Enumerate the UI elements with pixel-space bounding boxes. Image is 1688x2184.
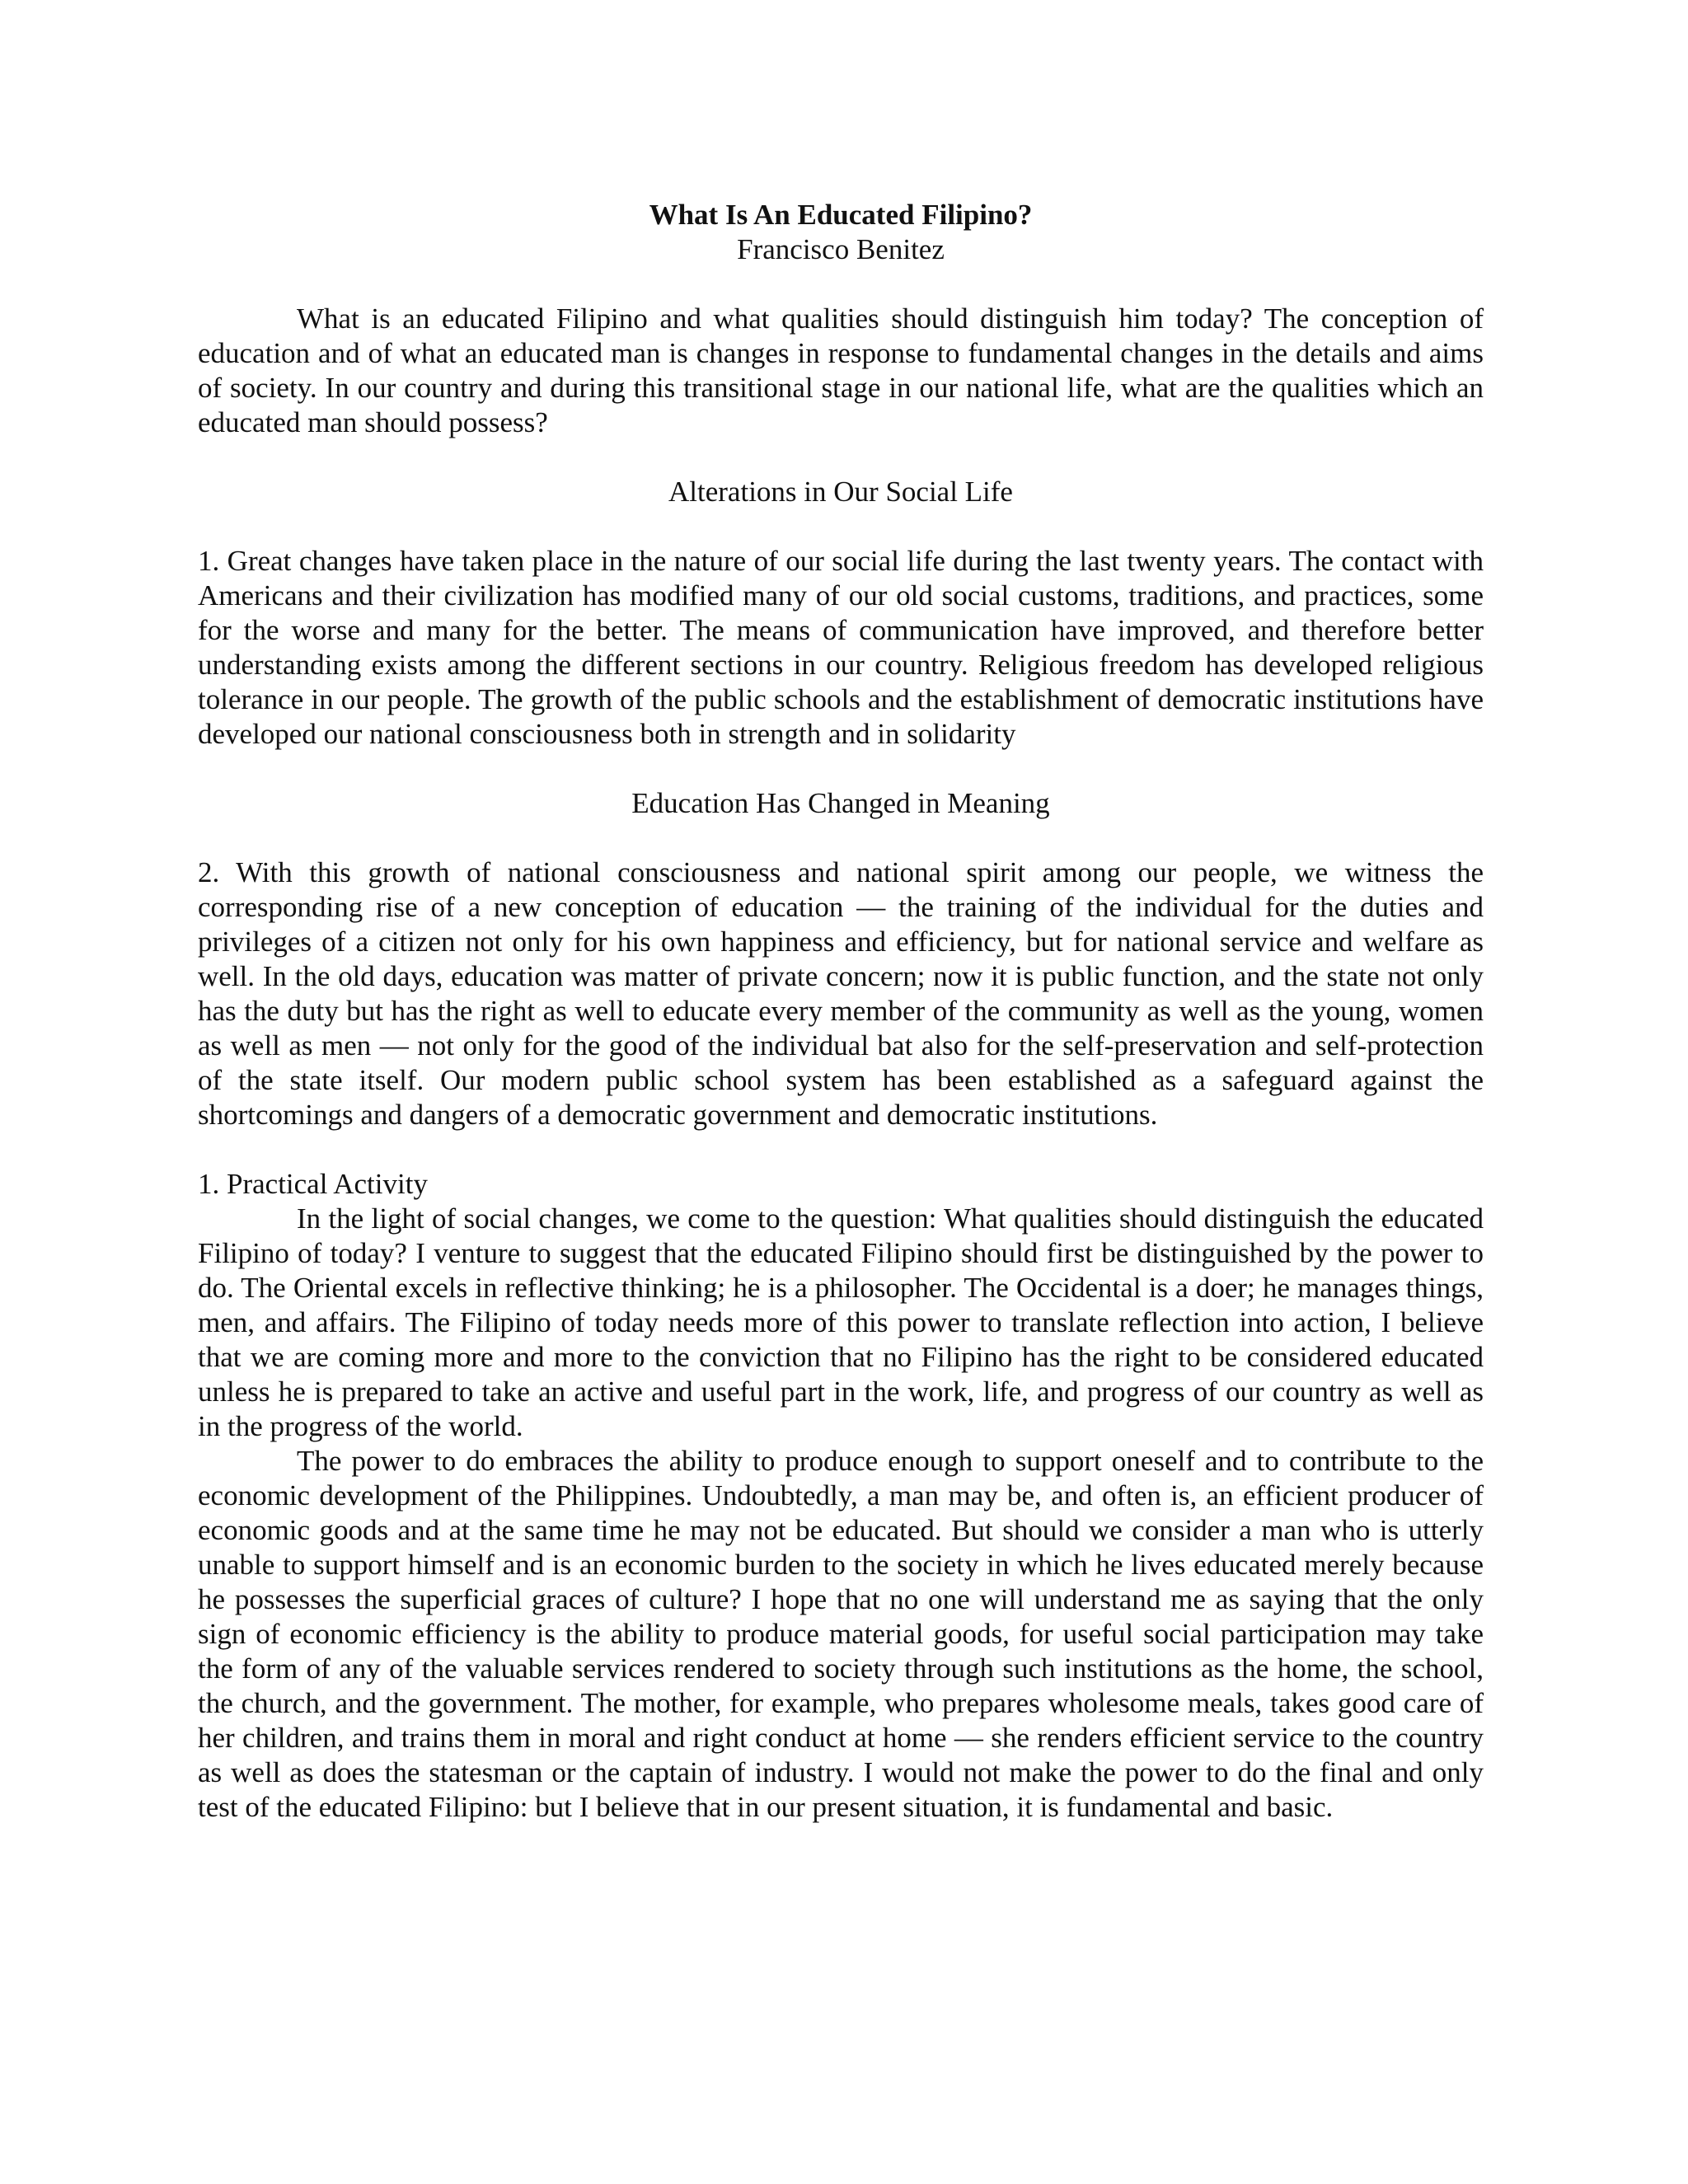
subheading-practical-activity: 1. Practical Activity — [198, 1168, 428, 1200]
section-paragraph-social-life: 1. Great changes have taken place in the nature of our social life during the last twenty years. The contact with Americans and their civilization has modified many of our old social customs, traditions, and practices, some for the worse and many for the better. The means of communication have improved, and therefore better understanding exists among the different sections in our country. Religious freedom has developed religious tolerance in our people. The growth of the public schools and the establishment of democratic institutions have developed our national consciousness both in strength and in solidarity — [198, 545, 1484, 750]
section-heading-social-life: Alterations in Our Social Life — [668, 476, 1013, 508]
intro-paragraph: What is an educated Filipino and what qualities should distinguish him today? The conception of education and of what an educated man is changes in response to fundamental changes in the details and aims of society. In our country and during this transitional stage in our national life, what are the qualities which an educated man should possess? — [198, 302, 1484, 438]
section-heading-education-meaning: Education Has Changed in Meaning — [631, 787, 1050, 819]
practical-paragraph-2: The power to do embraces the ability to produce enough to support oneself and to contribute to the economic development of the Philippines. Undoubtedly, a man may be, and often is, an efficient producer of economic goods and at the same time he may not be educated. But should we consider a man who is utterly unable to support himself and is an economic burden to the society in which he lives educated merely because he possesses the superficial graces of culture? I hope that no one will understand me as saying that the only sign of economic efficiency is the ability to produce material goods, for useful social participation may take the form of any of the valuable services rendered to society through such institutions as the home, the school, the church, and the government. The mother, for example, who prepares wholesome meals, takes good care of her children, and trains them in moral and right conduct at home — she renders efficient service to the country as well as does the statesman or the captain of industry. I would not make the power to do the final and only test of the educated Filipino: but I believe that in our present situation, it is fundamental and basic. — [198, 1445, 1484, 1823]
document-body — [198, 198, 1484, 1825]
section-paragraph-education-meaning: 2. With this growth of national consciousness and national spirit among our people, we witness the corresponding rise of a new conception of education — the training of the individual for the duties and privileges of a citizen not only for his own happiness and efficiency, but for national service and welfare as well. In the old days, education was matter of private concern; now it is public function, and the state not only has the duty but has the right as well to educate every member of the community as well as the young, women as well as men — not only for the good of the individual bat also for the self-preservation and self-protection of the state itself. Our modern public school system has been established as a safeguard against the shortcomings and dangers of a democratic government and democratic institutions. — [198, 856, 1484, 1131]
document-author: Francisco Benitez — [737, 233, 945, 265]
document-title: What Is An Educated Filipino? — [649, 199, 1033, 231]
practical-paragraph-1: In the light of social changes, we come to the question: What qualities should distinguish the educated Filipino of today? I venture to suggest that the educated Filipino should first be distinguished by the power to do. The Oriental excels in reflective thinking; he is a philosopher. The Occidental is a doer; he manages things, men, and affairs. The Filipino of today needs more of this power to translate reflection into action, I believe that we are coming more and more to the conviction that no Filipino has the right to be considered educated unless he is prepared to take an active and useful part in the work, life, and progress of our country as well as in the progress of the world. — [198, 1202, 1484, 1442]
